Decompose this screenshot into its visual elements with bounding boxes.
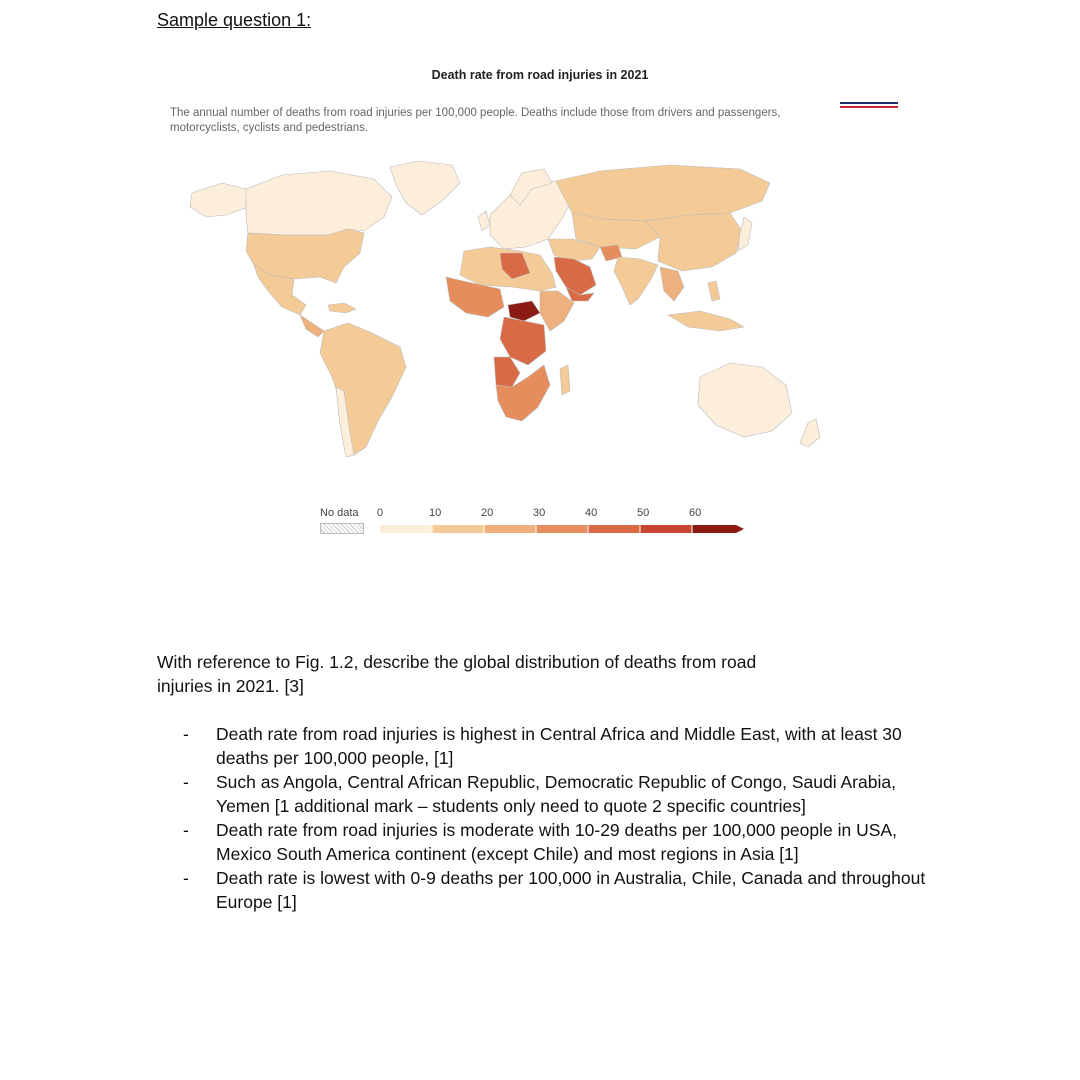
legend-swatch <box>380 525 432 533</box>
figure-title: Death rate from road injuries in 2021 <box>431 68 649 82</box>
answer-text: Death rate from road injuries is moderate with 10-29 deaths per 100,000 people in USA, Mexico South America continent (except Chile) and most regions in Asia [1] <box>216 820 897 864</box>
map-japan <box>738 217 752 251</box>
legend-tick-label: 20 <box>481 507 494 519</box>
figure-road-injury-map <box>160 60 920 560</box>
map-uk <box>478 211 490 231</box>
map-angola <box>494 357 520 387</box>
bullet-dash: - <box>183 724 189 744</box>
map-indonesia <box>668 311 744 331</box>
bullet-dash: - <box>183 868 189 888</box>
answer-item <box>180 818 940 866</box>
answer-text: Death rate is lowest with 0-9 deaths per 100,000 in Australia, Chile, Canada and throughout Europe [1] <box>216 868 926 912</box>
map-south-america <box>320 323 406 455</box>
map-philippines <box>708 281 720 301</box>
map-greenland <box>390 161 460 215</box>
map-caribbean <box>328 303 356 313</box>
world-map <box>160 155 860 465</box>
legend-tick-label: 0 <box>377 507 384 519</box>
map-india <box>614 257 658 305</box>
legend-no-data-label: No data <box>320 507 359 519</box>
map-alaska <box>190 183 248 217</box>
map-saudi-arabia <box>554 257 596 295</box>
map-china <box>646 213 742 271</box>
legend-swatch <box>432 525 484 533</box>
bullet-dash: - <box>183 820 189 840</box>
answer-list <box>180 722 940 914</box>
legend-swatch <box>588 525 640 533</box>
color-legend <box>320 505 760 545</box>
legend-tick-label: 60 <box>689 507 702 519</box>
map-russia <box>556 165 770 221</box>
figure-subtitle: The annual number of deaths from road injuries per 100,000 people. Deaths include those from drivers and passengers, motorcyclists, cyclists and pedestrians. <box>170 107 781 134</box>
legend-swatch <box>692 525 736 533</box>
legend-tick-label: 30 <box>533 507 546 519</box>
map-australia <box>698 363 792 437</box>
answer-item <box>180 722 940 770</box>
flag-stripe-bottom <box>840 106 898 108</box>
legend-swatch <box>536 525 588 533</box>
answer-text: Death rate from road injuries is highest in Central Africa and Middle East, with at least 30 deaths per 100,000 people, [1] <box>216 724 902 768</box>
legend-arrow <box>736 525 744 533</box>
legend-tick-label: 40 <box>585 507 598 519</box>
answer-text: Such as Angola, Central African Republic, Democratic Republic of Congo, Saudi Arabia, Yemen [1 additional mark – students only need to quote 2 specific countries] <box>216 772 896 816</box>
map-southeast-asia <box>660 267 684 301</box>
map-central-america <box>300 315 324 337</box>
map-canada <box>246 171 392 235</box>
question-text: With reference to Fig. 1.2, describe the global distribution of deaths from road injuries in 2021. [3] <box>157 652 757 696</box>
legend-swatch <box>640 525 692 533</box>
bullet-dash: - <box>183 772 189 792</box>
map-central-african-republic <box>508 301 540 321</box>
map-madagascar <box>560 365 570 395</box>
sample-question-heading: Sample question 1: <box>157 10 312 30</box>
legend-swatch <box>484 525 536 533</box>
flag-icon <box>840 102 898 108</box>
legend-color-scale <box>320 505 760 545</box>
map-east-africa <box>540 291 574 331</box>
legend-tick-label: 50 <box>637 507 650 519</box>
answer-item <box>180 866 940 914</box>
answer-item <box>180 770 940 818</box>
legend-tick-label: 10 <box>429 507 442 519</box>
map-new-zealand <box>800 419 820 447</box>
